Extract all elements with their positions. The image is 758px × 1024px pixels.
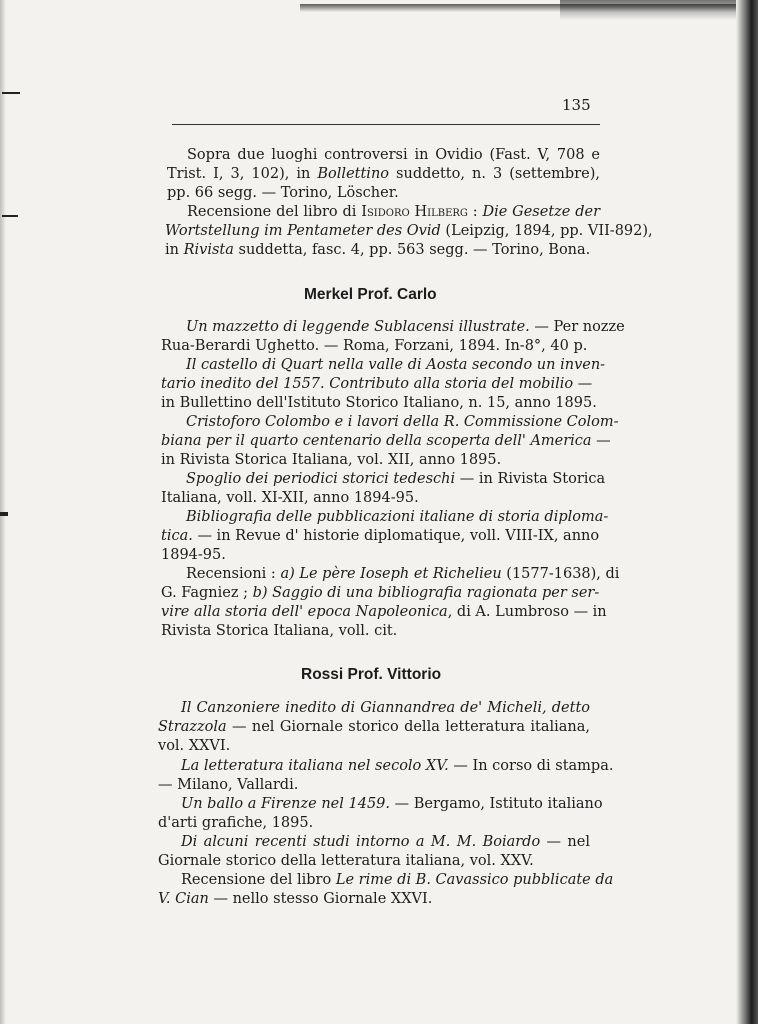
text-line: vire alla storia dell' epoca Napoleonica, di A. Lumbroso — in — [161, 604, 607, 620]
margin-mark — [2, 215, 18, 217]
text-line: pp. 66 segg. — Torino, Löscher. — [167, 185, 399, 201]
section-heading-merkel: Merkel Prof. Carlo — [304, 286, 437, 303]
entry-canzoniere — [158, 699, 590, 756]
text-line: Di alcuni recenti studi intorno a M. M. Boiardo — nel — [181, 834, 590, 850]
entry-spoglio — [161, 470, 606, 508]
text-line: Strazzola — nel Giornale storico della letteratura italiana, — [158, 719, 590, 735]
text-line: Bibliografia delle pubblicazioni italiane di storia diploma- — [186, 509, 609, 525]
text-line: Un mazzetto di leggende Sublacensi illustrate. — Per nozze — [186, 319, 625, 335]
entry-ovidio-luoghi — [167, 146, 600, 203]
header-rule — [172, 124, 600, 125]
entry-boiardo — [158, 833, 590, 871]
text-line: Sopra due luoghi controversi in Ovidio (Fast. V, 708 e — [187, 147, 600, 163]
text-line: Giornale storico della letteratura italiana, vol. XXV. — [158, 853, 534, 869]
text-line: Il castello di Quart nella valle di Aosta secondo un inven- — [186, 357, 606, 373]
text-line: Il Canzoniere inedito di Giannandrea de' Micheli, detto — [181, 700, 591, 716]
page-number: 135 — [562, 96, 591, 114]
entry-colombo — [161, 413, 619, 470]
entry-letteratura-xv — [158, 757, 614, 795]
text-line: Recensioni : a) Le père Ioseph et Richelieu (1577-1638), di — [186, 566, 620, 582]
text-line: in Rivista suddetta, fasc. 4, pp. 563 segg. — Torino, Bona. — [165, 242, 591, 258]
entry-ballo-firenze — [158, 795, 603, 833]
entry-castello-quart — [161, 356, 606, 413]
scan-edge-right — [736, 0, 758, 1024]
entry-bibliografia — [161, 508, 609, 565]
text-line: Trist. I, 3, 102), in Bollettino suddetto, n. 3 (settembre), — [167, 166, 600, 182]
text-line: V. Cian — nello stesso Giornale XXVI. — [158, 891, 433, 907]
text-line: Un ballo a Firenze nel 1459. — Bergamo, Istituto italiano — [181, 796, 603, 812]
text-line: Italiana, voll. XI-XII, anno 1894-95. — [161, 490, 419, 506]
text-line: Recensione del libro Le rime di B. Cavassico pubblicate da — [181, 872, 614, 888]
text-line: vol. XXVI. — [158, 738, 231, 754]
text-line: Rivista Storica Italiana, voll. cit. — [161, 623, 398, 639]
text-line: La letteratura italiana nel secolo XV. — In corso di stampa. — [181, 758, 614, 774]
text-line: Cristoforo Colombo e i lavori della R. Commissione Colom- — [186, 414, 619, 430]
text-line: in Bullettino dell'Istituto Storico Italiano, n. 15, anno 1895. — [161, 395, 597, 411]
entry-cavassico — [158, 871, 614, 909]
text-line: — Milano, Vallardi. — [158, 777, 299, 793]
scan-edge-top-corner — [560, 0, 758, 20]
section-heading-rossi: Rossi Prof. Vittorio — [301, 666, 442, 683]
text-line: d'arti grafiche, 1895. — [158, 815, 314, 831]
margin-mark — [2, 92, 20, 94]
entry-recensioni — [161, 565, 620, 641]
text-line: Recensione del libro di Isidoro Hilberg : Die Gesetze der — [187, 204, 600, 220]
text-line: Spoglio dei periodici storici tedeschi — in Rivista Storica — [186, 471, 606, 487]
text-line: tica. — in Revue d' historie diplomatique, voll. VIII-IX, anno — [161, 528, 600, 544]
text-line: G. Fagniez ; b) Saggio di una bibliografia ragionata per ser- — [161, 585, 600, 601]
text-line: tario inedito del 1557. Contributo alla storia del mobilio — — [161, 376, 593, 392]
text-line: Rua-Berardi Ughetto. — Roma, Forzani, 1894. In-8°, 40 p. — [161, 338, 588, 354]
entry-mazzetto — [161, 318, 625, 356]
text-line: Wortstellung im Pentameter des Ovid (Leipzig, 1894, pp. VII-892), — [165, 223, 653, 239]
entry-recensione-hilberg — [165, 203, 653, 260]
text-line: 1894-95. — [161, 547, 226, 563]
text-line: biana per il quarto centenario della scoperta dell' America — — [161, 433, 611, 449]
text-line: in Rivista Storica Italiana, vol. XII, anno 1895. — [161, 452, 502, 468]
margin-mark — [0, 512, 8, 516]
